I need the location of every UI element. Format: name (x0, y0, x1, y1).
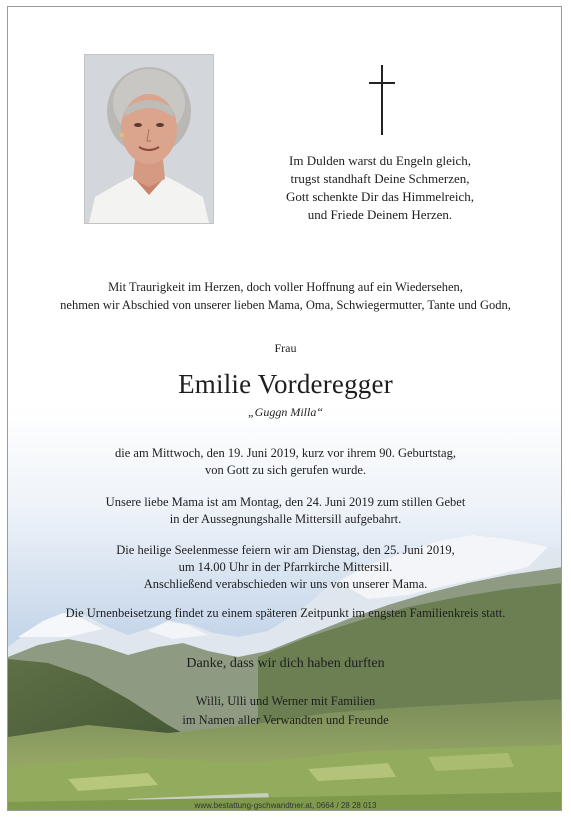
family-line: Willi, Ulli und Werner mit Familien (195, 694, 376, 708)
family-signature (8, 692, 562, 730)
paragraph-line: Unsere liebe Mama ist am Montag, den 24. Juni 2019 zum stillen Gebet (105, 495, 466, 509)
portrait-illustration (85, 55, 213, 223)
poem (270, 152, 490, 224)
paragraph-line: Die heilige Seelenmesse feiern wir am Dienstag, den 25. Juni 2019, (116, 543, 455, 557)
intro-line: Mit Traurigkeit im Herzen, doch voller Hoffnung auf ein Wiedersehen, (108, 280, 463, 294)
deceased-name: Emilie Vorderegger (178, 369, 393, 399)
poem-line: trugst standhaft Deine Schmerzen, (290, 171, 470, 186)
footer-contact: www.bestattung-gschwandtner.at, 0664 / 28 28 013 (194, 801, 377, 810)
deceased-nickname: „Guggn Milla“ (247, 405, 323, 419)
paragraph-line: Die Urnenbeisetzung findet zu einem späteren Zeitpunkt im engsten Familienkreis statt. (65, 606, 506, 620)
paragraph-line: in der Aussegnungshalle Mittersill aufgebahrt. (169, 512, 402, 526)
poem-line: Im Dulden warst du Engeln gleich, (289, 153, 471, 168)
paragraph-line: von Gott zu sich gerufen wurde. (204, 463, 367, 477)
salutation: Frau (274, 341, 297, 355)
funeral-mass-info (8, 542, 562, 593)
poem-line: Gott schenkte Dir das Himmelreich, (285, 189, 475, 204)
paragraph-line: die am Mittwoch, den 19. Juni 2019, kurz vor ihrem 90. Geburtstag, (115, 446, 456, 460)
urn-burial-info (8, 605, 562, 622)
thanks-line: Danke, dass wir dich haben durften (186, 656, 385, 671)
poem-line: und Friede Deinem Herzen. (307, 207, 453, 222)
intro-line: nehmen wir Abschied von unserer lieben Mama, Oma, Schwiegermutter, Tante und Godn, (60, 298, 511, 312)
viewing-info (8, 494, 562, 528)
obituary-card (7, 6, 562, 811)
paragraph-line: um 14.00 Uhr in der Pfarrkirche Mittersill. (178, 560, 393, 574)
death-announcement (8, 445, 562, 479)
cross-icon (369, 65, 395, 135)
family-line: im Namen aller Verwandten und Freunde (182, 713, 389, 727)
intro-text (8, 278, 562, 314)
portrait-photo (84, 54, 214, 224)
paragraph-line: Anschließend verabschieden wir uns von unserer Mama. (143, 577, 428, 591)
